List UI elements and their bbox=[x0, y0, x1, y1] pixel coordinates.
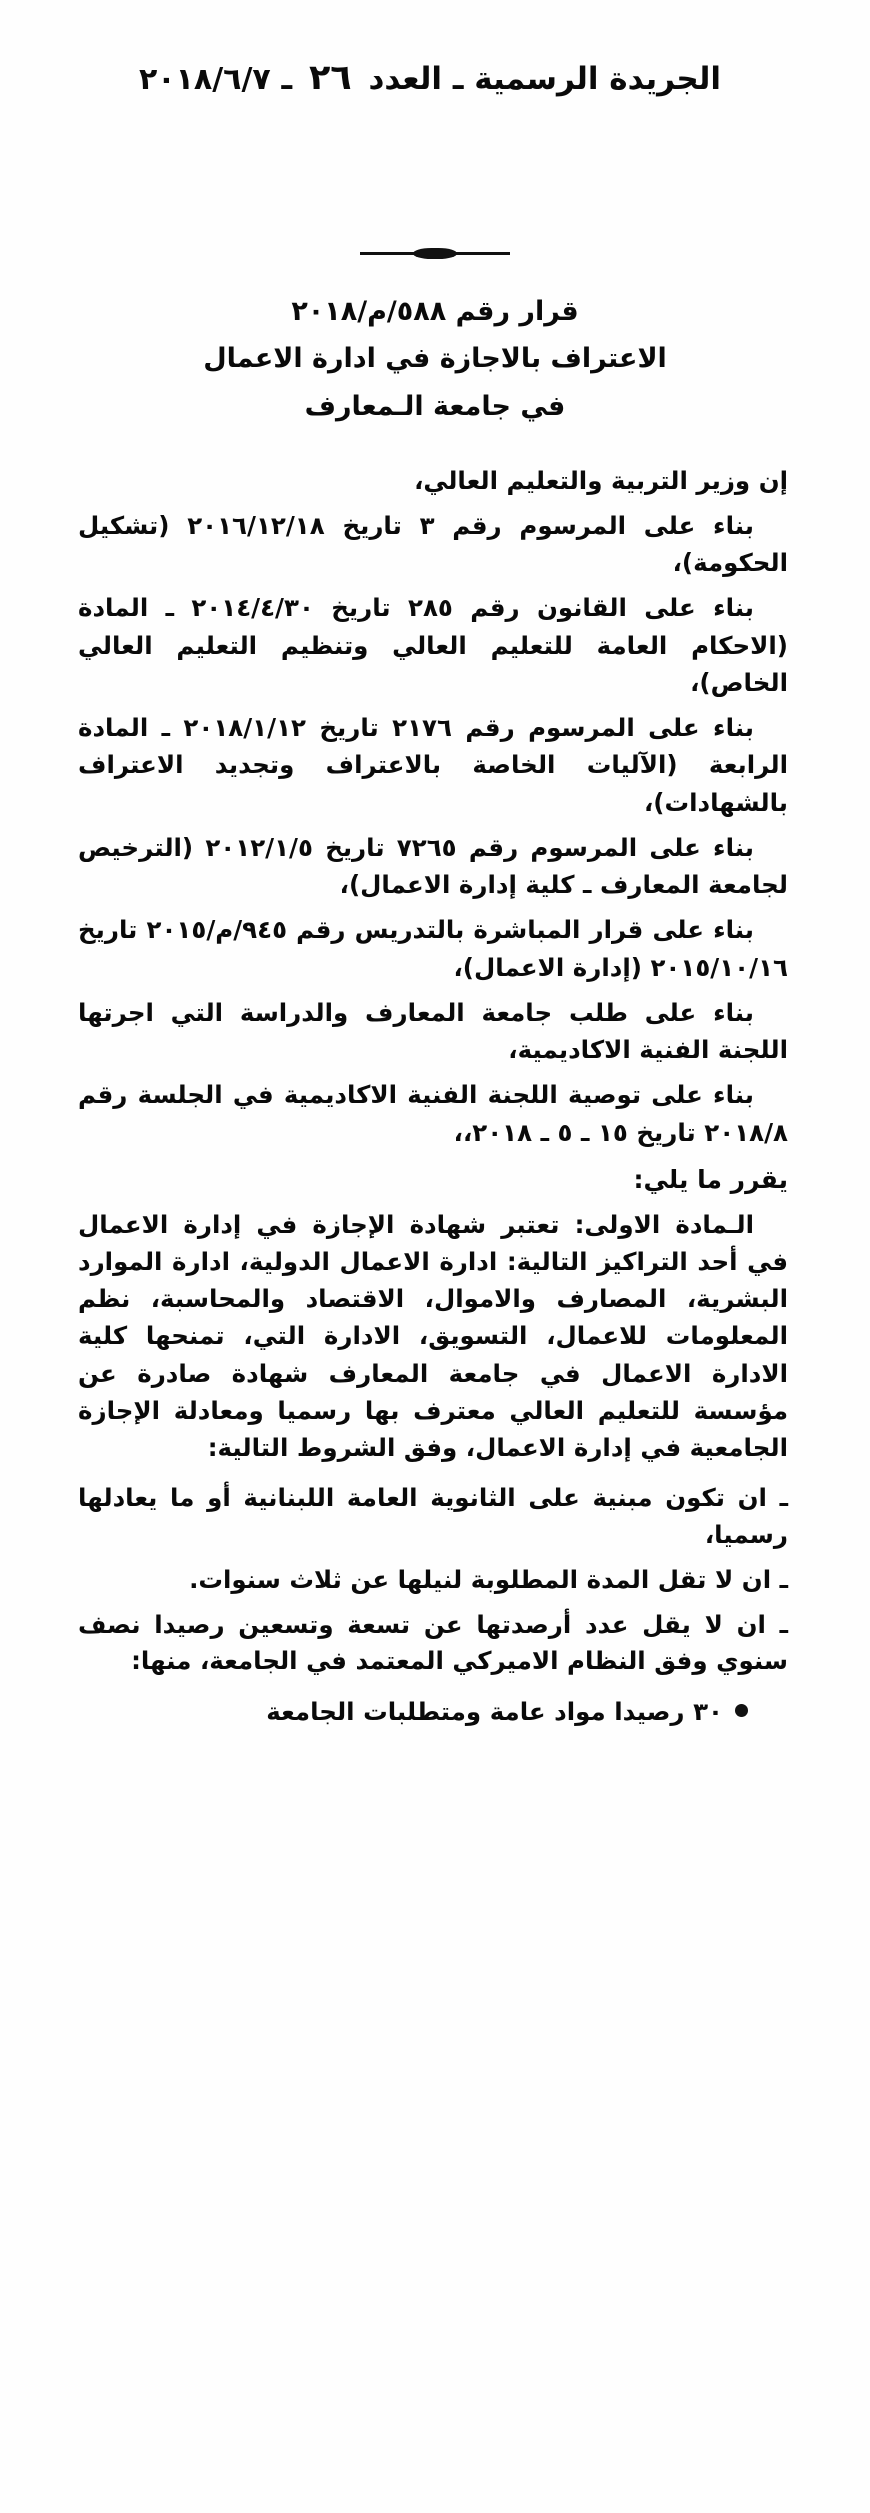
condition-item: ـ ان تكون مبنية على الثانوية العامة اللبنانية أو ما يعادلها رسميا، bbox=[78, 1483, 788, 1550]
condition-item: ـ ان لا تقل المدة المطلوبة لنيلها عن ثلاث سنوات. bbox=[189, 1564, 788, 1594]
preamble-clause: بناء على المرسوم رقم ٢١٧٦ تاريخ ٢٠١٨/١/١٢ ـ المادة الرابعة (الآليات الخاصة بالاعتراف وتجديد الاعتراف بالشهادات)، bbox=[78, 713, 788, 817]
ornament-container bbox=[0, 243, 870, 262]
preamble-clause: بناء على قرار المباشرة بالتدريس رقم ٩٤٥/م/٢٠١٥ تاريخ ٢٠١٥/١٠/١٦ (إدارة الاعمال)، bbox=[78, 915, 788, 982]
decision-number: قرار رقم ٥٨٨/م/٢٠١٨ bbox=[291, 296, 579, 327]
decides-line: يقرر ما يلي: bbox=[633, 1164, 788, 1194]
running-header-line bbox=[139, 58, 721, 98]
running-header bbox=[0, 0, 870, 98]
bullet-dot-icon bbox=[735, 1704, 748, 1717]
issue-number: ٢٦ bbox=[308, 58, 352, 98]
condition-item: ـ ان لا يقل عدد أرصدتها عن تسعة وتسعين رصيدا نصف سنوي وفق النظام الاميركي المعتمد في الجامعة، منها: bbox=[78, 1609, 788, 1676]
credit-item-text: ٣٠ رصيدا مواد عامة ومتطلبات الجامعة bbox=[266, 1697, 723, 1727]
preamble-clause: بناء على المرسوم رقم ٣ تاريخ ٢٠١٦/١٢/١٨ (تشكيل الحكومة)، bbox=[78, 510, 788, 578]
decorative-rule-icon bbox=[360, 248, 510, 258]
credit-item bbox=[78, 1694, 748, 1731]
issuer-line: إن وزير التربية والتعليم العالي، bbox=[414, 465, 788, 495]
decision-title-block bbox=[0, 288, 870, 430]
article-one-text: تعتبر شهادة الإجازة في إدارة الاعمال في أحد التراكيز التالية: ادارة الاعمال الدولية، ادارة الموارد البشرية، المصارف والاموال، الاقتصاد والمحاسبة، نظم المعلومات للاعمال، التسويق، الادارة التي، تمنحها كلية الادارة الاعمال في جامعة المعارف شهادة صادرة عن مؤسسة للتعليم العالي معترف بها رسميا ومعادلة الإجازة الجامعية في إدارة الاعمال، وفق الشروط التالية: bbox=[78, 1209, 788, 1463]
publication-name: الجريدة الرسمية ـ العدد bbox=[368, 61, 722, 97]
issue-date: ٢٠١٨/٦/٧ bbox=[138, 62, 271, 97]
preamble-clause: بناء على القانون رقم ٢٨٥ تاريخ ٢٠١٤/٤/٣٠ ـ المادة (الاحكام العامة للتعليم العالي وتنظيم التعليم العالي الخاص)، bbox=[78, 593, 788, 697]
decision-subject: الاعتراف بالاجازة في ادارة الاعمال bbox=[203, 343, 667, 375]
preamble-clause: بناء على المرسوم رقم ٧٢٦٥ تاريخ ٢٠١٢/١/٥ (الترخيص لجامعة المعارف ـ كلية إدارة الاعمال)، bbox=[78, 832, 788, 900]
article-one bbox=[78, 1206, 788, 1467]
preamble-clause: بناء على طلب جامعة المعارف والدراسة التي اجرتها اللجنة الفنية الاكاديمية، bbox=[78, 997, 788, 1065]
decision-institution: في جامعة الـمعارف bbox=[304, 390, 566, 422]
article-one-label: الـمادة الاولى: bbox=[574, 1209, 754, 1239]
document-body bbox=[78, 456, 788, 1731]
preamble-clause: بناء على توصية اللجنة الفنية الاكاديمية في الجلسة رقم ٢٠١٨/٨ تاريخ ١٥ ـ ٥ ـ ٢٠١٨،، bbox=[78, 1080, 788, 1147]
header-separator: ـ bbox=[281, 61, 293, 97]
